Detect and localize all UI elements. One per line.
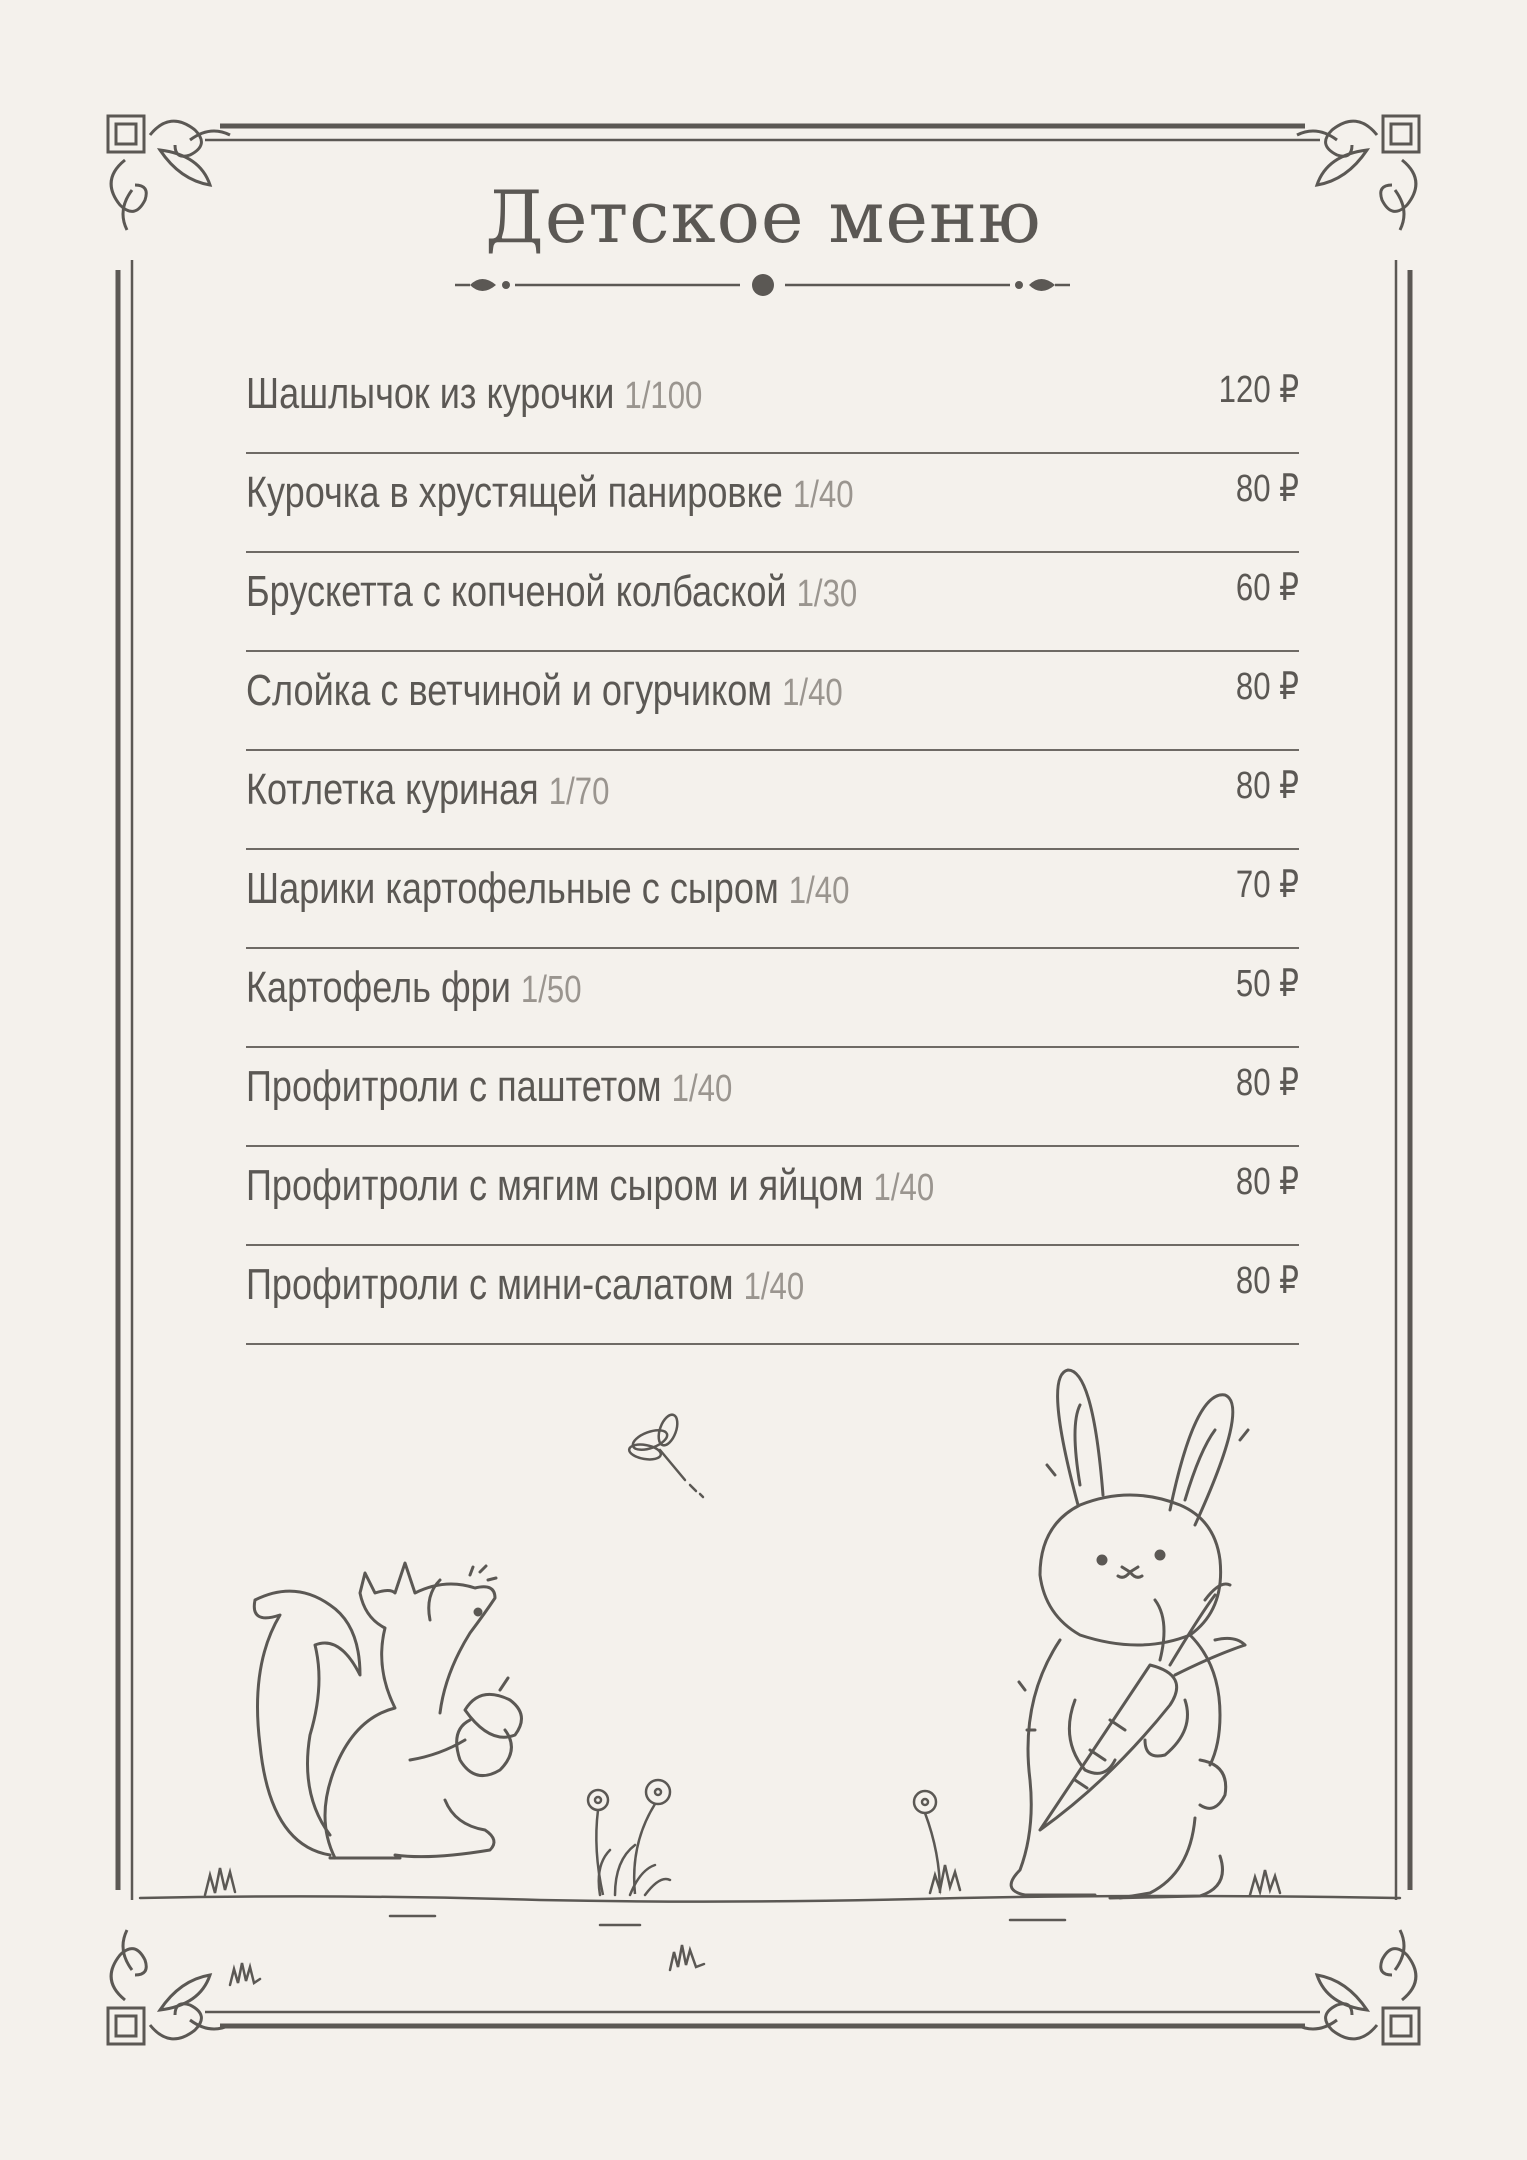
item-price: 70 ₽: [1235, 864, 1299, 906]
item-portion: 1/50: [520, 969, 582, 1011]
item-portion: 1/40: [792, 474, 854, 516]
item-name: Брускетта с копченой колбаской: [246, 567, 787, 616]
item-price: 120 ₽: [1218, 369, 1299, 411]
item-name-wrapper: [246, 1161, 934, 1211]
item-name: Курочка в хрустящей панировке: [246, 468, 783, 517]
bunny-icon: [1011, 1370, 1248, 1898]
item-price: 80 ₽: [1235, 1161, 1299, 1203]
corner-ornament-br: [1297, 1930, 1419, 2044]
item-portion: 1/40: [743, 1266, 805, 1308]
menu-item: [246, 751, 1299, 850]
flower-icon: [588, 1780, 940, 1895]
menu-item: [246, 850, 1299, 949]
item-portion: 1/40: [788, 870, 850, 912]
item-name-wrapper: [246, 765, 609, 815]
item-name-wrapper: [246, 1260, 804, 1310]
menu-item: [246, 949, 1299, 1048]
item-portion: 1/40: [782, 672, 843, 714]
item-name: Котлетка куриная: [246, 765, 539, 814]
menu-item: [246, 652, 1299, 751]
item-price: 80 ₽: [1235, 666, 1299, 708]
item-name-wrapper: [246, 1062, 732, 1112]
item-portion: 1/100: [624, 375, 703, 417]
item-price: 80 ₽: [1235, 765, 1299, 807]
item-name-wrapper: [246, 567, 857, 617]
item-name: Картофель фри: [246, 963, 511, 1012]
item-name: Профитроли с паштетом: [246, 1062, 662, 1111]
item-portion: 1/30: [796, 573, 858, 615]
item-name: Профитроли с мягим сыром и яйцом: [246, 1161, 864, 1210]
item-price: 80 ₽: [1235, 1062, 1299, 1104]
menu-item: [246, 454, 1299, 553]
item-price: 60 ₽: [1235, 567, 1299, 609]
squirrel-icon: [254, 1563, 521, 1858]
corner-ornament-bl: [108, 1930, 230, 2044]
item-price: 50 ₽: [1235, 963, 1299, 1005]
title-divider: [455, 274, 1070, 296]
item-name-wrapper: [246, 369, 702, 419]
grass-icon: [205, 1845, 1280, 1985]
item-price: 80 ₽: [1235, 468, 1299, 510]
menu-item: [246, 1147, 1299, 1246]
item-portion: 1/40: [873, 1167, 935, 1209]
item-name-wrapper: [246, 666, 843, 716]
item-name-wrapper: [246, 963, 582, 1013]
menu-list: [246, 355, 1299, 1345]
item-name-wrapper: [246, 864, 849, 914]
item-name: Шашлычок из курочки: [246, 369, 615, 418]
item-name: Шарики картофельные с сыром: [246, 864, 779, 913]
ground-line: [140, 1896, 1400, 1925]
menu-item: [246, 355, 1299, 454]
menu-item: [246, 553, 1299, 652]
item-name: Профитроли с мини-салатом: [246, 1260, 734, 1309]
page-title: Детское меню: [485, 175, 1042, 259]
dragonfly-icon: [628, 1412, 703, 1497]
item-name: Слойка с ветчиной и огурчиком: [246, 666, 773, 715]
item-name-wrapper: [246, 468, 854, 518]
menu-item: [246, 1246, 1299, 1345]
item-portion: 1/70: [548, 771, 610, 813]
item-price: 80 ₽: [1235, 1260, 1299, 1302]
menu-item: [246, 1048, 1299, 1147]
item-portion: 1/40: [671, 1068, 733, 1110]
